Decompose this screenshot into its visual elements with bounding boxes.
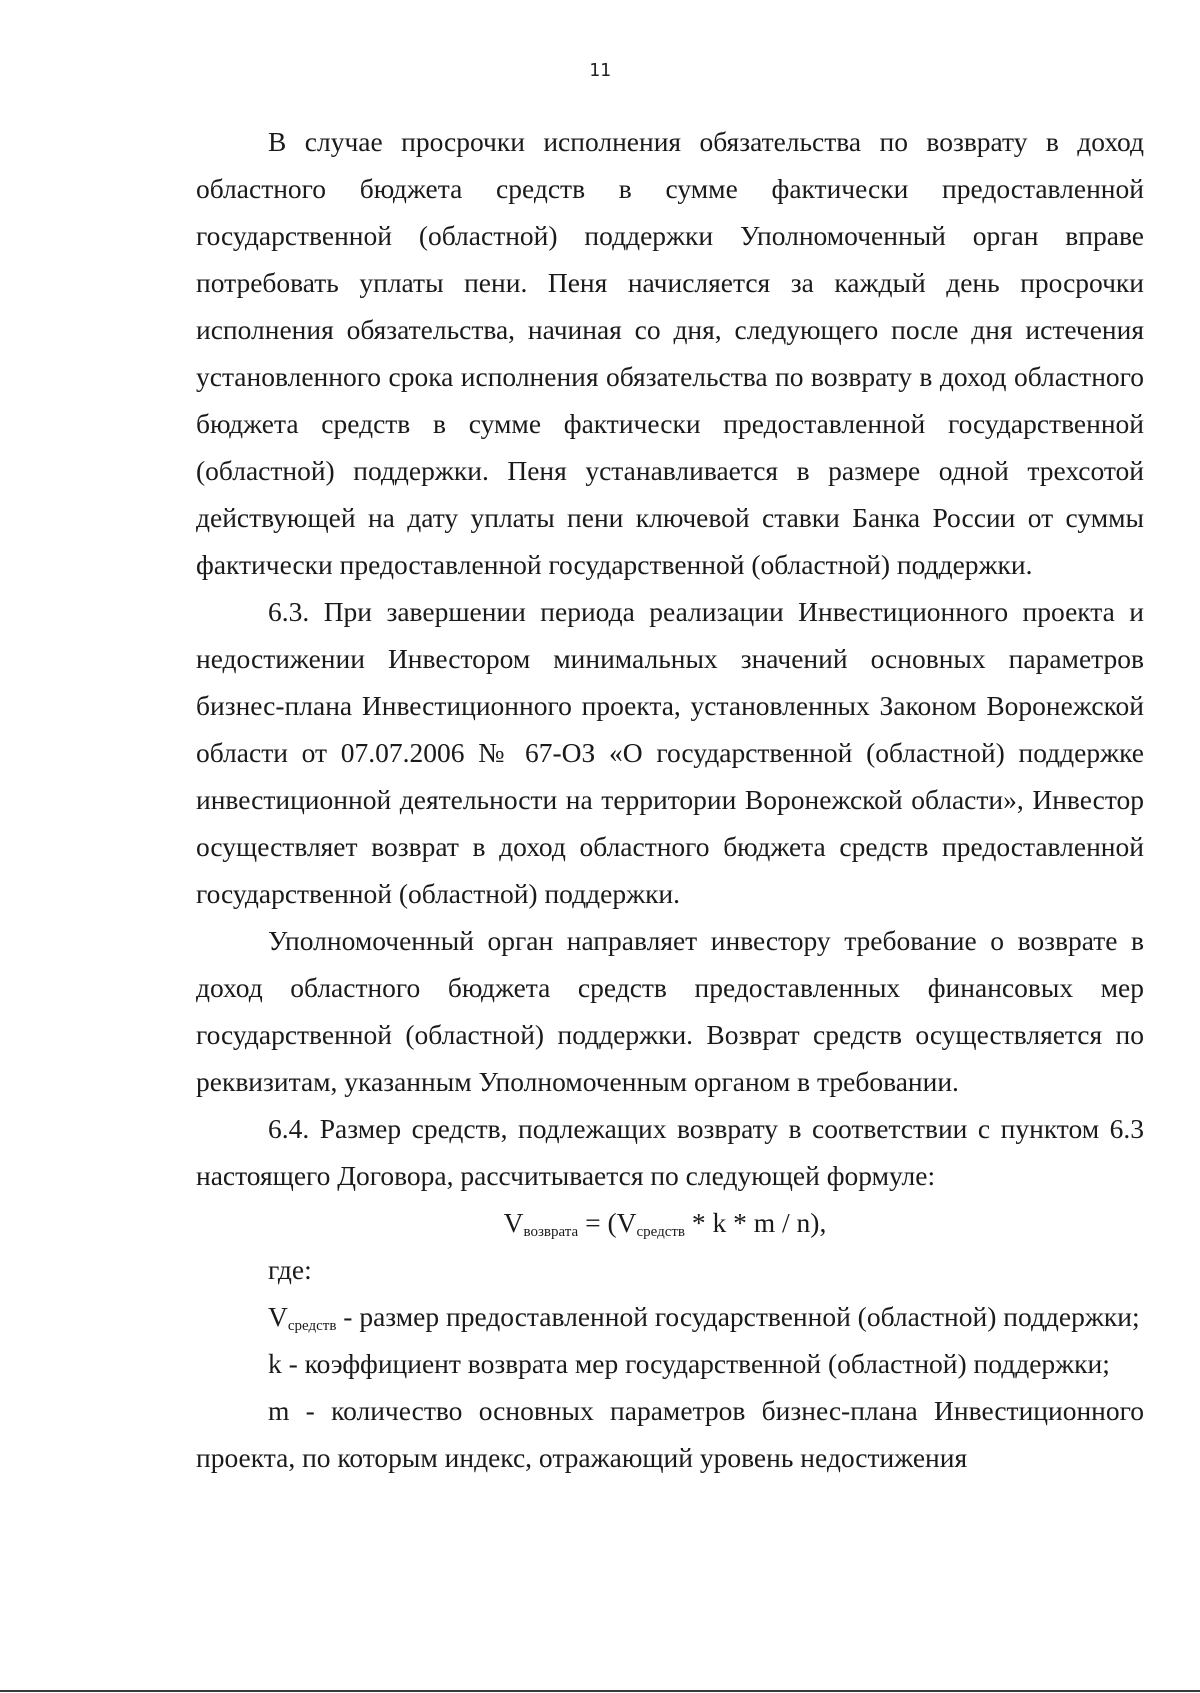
paragraph-penalty: В случае просрочки исполнения обязательства по возврату в доход областного бюджета средств в сумме фактически предоставленной государственной (областной) поддержки Уполномоченный орган вправе потребовать уплаты пени. Пеня начисляется за каждый день просрочки исполнения обязательства, начиная со дня, следующего после дня истечения установленного срока исполнения обязательства по возврату в доход областного бюджета средств в сумме фактически предоставленной государственной (областной) поддержки. Пеня устанавливается в размере одной трехсотой действующей на дату уплаты пени ключевой ставки Банка России от суммы фактически предоставленной государственной (областной) поддержки. bbox=[196, 126, 1144, 580]
paragraph-return-requirement: Уполномоченный орган направляет инвестору требование о возврате в доход областного бюджета средств предоставленных финансовых мер государственной (областной) поддержки. Возврат средств осуществляется по реквизитам, указанным Уполномоченным органом в требовании. bbox=[196, 925, 1144, 1097]
definition-k: k - коэффициент возврата мер государственной (областной) поддержки; bbox=[268, 1348, 1110, 1379]
definition-v-var: V bbox=[268, 1301, 288, 1332]
definition-v-subscript: средств bbox=[287, 1318, 337, 1334]
formula-rhs-rest: * k * m / n), bbox=[685, 1207, 827, 1238]
return-formula bbox=[196, 1199, 1144, 1246]
definition-m: m - количество основных параметров бизнес-плана Инвестиционного проекта, по которым индекс, отражающий уровень недостижения bbox=[196, 1395, 1144, 1473]
page-number: 11 bbox=[589, 60, 611, 81]
definition-v-text: - размер предоставленной государственной (областной) поддержки; bbox=[336, 1301, 1140, 1332]
bottom-scan-rule bbox=[0, 1690, 1200, 1692]
definition-v bbox=[196, 1293, 1144, 1340]
paragraph-6-3: 6.3. При завершении периода реализации Инвестиционного проекта и недостижении Инвестором минимальных значений основных параметров бизнес-плана Инвестиционного проекта, установленных Законом Воронежской области от 07.07.2006 № 67-ОЗ «О государственной (областной) поддержке инвестиционной деятельности на территории Воронежской области», Инвестор осуществляет возврат в доход областного бюджета средств предоставленной государственной (областной) поддержки. bbox=[196, 596, 1144, 909]
formula-lhs-subscript: возврата bbox=[523, 1224, 579, 1240]
formula-eq-open: = (V bbox=[578, 1207, 637, 1238]
formula-rhs-subscript: средств bbox=[636, 1224, 686, 1240]
where-label: где: bbox=[268, 1254, 312, 1285]
document-body bbox=[196, 118, 1144, 1481]
paragraph-6-4: 6.4. Размер средств, подлежащих возврату в соответствии с пунктом 6.3 настоящего Договора, рассчитывается по следующей формуле: bbox=[196, 1113, 1144, 1191]
formula-lhs-var: V bbox=[503, 1207, 524, 1238]
